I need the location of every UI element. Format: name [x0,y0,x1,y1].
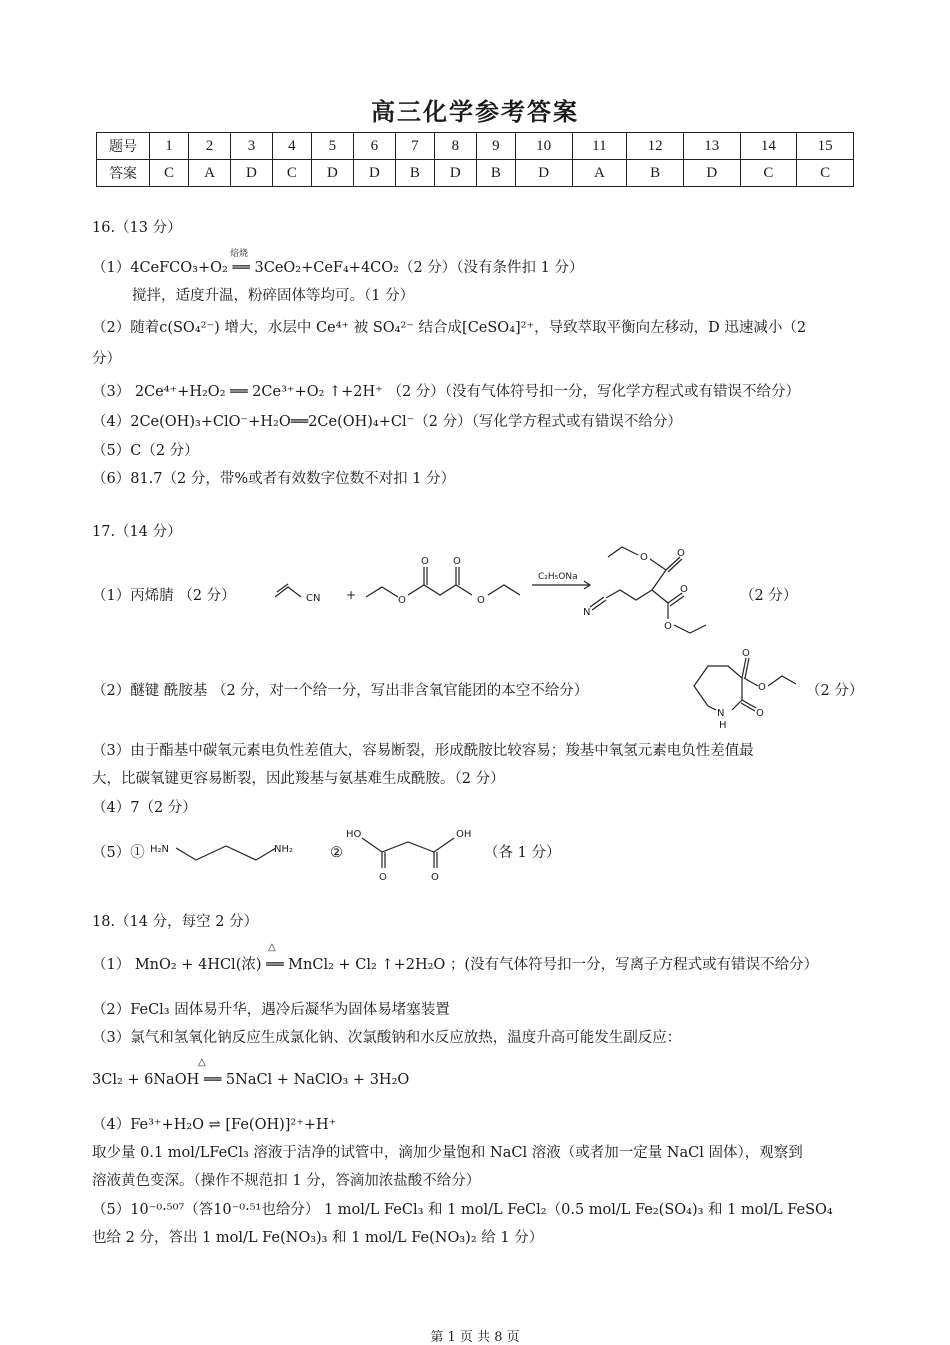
ethyl-group [768,676,796,686]
q16-part4: （4）2Ce(OH)₃+ClO⁻+H₂O══2Ce(OH)₄+Cl⁻（2 分）（写化学方程式或有错误不给分） [92,414,682,430]
answer-header: 答案 [97,160,150,187]
q16-part5: （5）C（2 分） [92,443,199,459]
q17-part3: （3）由于酯基中碳氧元素电负性差值大，容易断裂，形成酰胺比较容易；羧基中氧氢元素电负性差值最 [92,743,754,759]
answer-table-number-row [97,133,854,160]
q18-part3: （3）氯气和氢氧化钠反应生成氯化钠、次氯酸钠和水反应放热，温度升高可能发生副反应： [92,1030,682,1046]
q17-part4: （4）7（2 分） [92,800,197,816]
product-ester-o2: O [664,621,672,632]
ring-hydrogen: H [719,720,727,731]
q17-part5-score: （各 1 分） [484,845,561,861]
answer-cell: C [797,160,854,187]
ring-carbons [694,666,742,706]
acrylonitrile-skeleton [275,587,301,597]
ester-oxygen: O [758,682,766,693]
question-number-cell: 1 [150,133,189,160]
product-chain [606,590,652,600]
product-carbonyl-o1: O [677,548,685,559]
q16-part6: （6）81.7（2 分，带%或者有效数字位数不对扣 1 分） [92,471,456,487]
q17-part5-structures [150,820,540,885]
product-ester-o1: O [640,552,648,563]
q16-part1-note: 搅拌，适度升温，粉碎固体等均可。（1 分） [132,288,415,304]
ester-carbonyl-oxygen: O [742,648,750,659]
answer-cell: D [683,160,740,187]
question-number-cell: 15 [797,133,854,160]
acid-oh: OH [456,829,472,840]
question-number-cell: 4 [272,133,311,160]
q16-part2: （2）随着c(SO₄²⁻) 增大，水层中 Ce⁴⁺ 被 SO₄²⁻ 结合成[CeSO₄]²⁺，导致萃取平衡向左移动，D 迅速减小（2 [92,320,807,336]
q17-part2-score: （2 分） [806,683,864,699]
diamine-nh2: NH₂ [274,844,294,855]
q17-part5-label: （5）① [92,845,145,861]
q18-part5: （5）10⁻⁰·⁵⁰⁷（答10⁻⁰·⁵¹也给分） 1 mol/L FeCl₃ 和 1 mol/L FeCl₂（0.5 mol/L Fe₂(SO₄)₃ 和 1 mol/L FeSO₄ [92,1202,833,1218]
answer-cell: D [515,160,572,187]
plus-sign: + [346,588,357,602]
ring-nitrogen: N [717,708,725,719]
q17-header: 17.（14 分） [92,524,182,540]
nitrile-n: N [583,607,591,618]
malonate-ethyl-left [366,587,398,597]
product-carbonyl-o2: O [680,584,688,595]
q16-header: 16.（13 分） [92,220,182,236]
answer-table-answer-row [97,160,854,187]
page-title: 高三化学参考答案 [371,97,579,126]
question-number-cell: 6 [353,133,395,160]
question-number-cell: 9 [476,133,515,160]
propane-chain [176,846,276,860]
carbonyl-oxygen-1: O [421,556,429,567]
answer-cell: A [189,160,231,187]
q16-part3: （3） 2Ce⁴⁺+H₂O₂ ══ 2Ce³⁺+O₂ ↑+2H⁺ （2 分）（没有气体符号扣一分，写化学方程式或有错误不给分） [92,384,801,400]
carbonyl-oxygen-2: O [453,556,461,567]
q18-part5-cont: 也给 2 分，答出 1 mol/L Fe(NO₃)₃ 和 1 mol/L Fe(NO₃)₂ 给 1 分） [92,1230,544,1246]
q17-part1-text: （1）丙烯腈 （2 分） [92,588,236,604]
q18-header: 18.（14 分，每空 2 分） [92,914,259,930]
answer-table [96,132,854,187]
answer-cell: D [353,160,395,187]
question-number-cell: 5 [311,133,353,160]
answer-cell: B [627,160,684,187]
malonate-ethyl-right [488,585,520,595]
question-number-cell: 2 [189,133,231,160]
answer-cell: B [395,160,434,187]
page-footer: 第 1 页 共 8 页 [430,1330,520,1345]
q17-piperidinone-structure [688,648,808,736]
answer-cell: C [272,160,311,187]
q16-part1 [92,258,584,278]
ester-oxygen-1: O [398,595,406,606]
q17-reaction-scheme [270,545,810,645]
question-number-cell: 8 [434,133,476,160]
lactam-oxygen: O [756,708,764,719]
q18-part4-method: 取少量 0.1 mol/LFeCl₃ 溶液于洁净的试管中，滴加少量饱和 NaCl 溶液（或者加一定量 NaCl 固体），观察到 [92,1145,803,1161]
q17-part2-text: （2）醚键 酰胺基 （2 分，对一个给一分，写出非含氧官能团的本空不给分） [92,683,589,699]
answer-cell: C [740,160,797,187]
q16-part1-condition: 焙烧 [230,249,249,259]
diamine-h2n: H₂N [150,844,170,855]
acid-ho: HO [346,829,362,840]
ester-oxygen-2: O [477,595,485,606]
question-number-cell: 14 [740,133,797,160]
q18-part2: （2）FeCl₃ 固体易升华，遇冷后凝华为固体易堵塞装置 [92,1002,450,1018]
question-number-cell: 10 [515,133,572,160]
acid-oxygen-2: O [431,872,439,883]
question-number-cell: 13 [683,133,740,160]
cyano-label: CN [306,593,321,604]
question-number-cell: 7 [395,133,434,160]
question-number-cell: 3 [230,133,272,160]
q17-part1-score: （2 分） [740,588,798,604]
q17-part3-cont: 大，比碳氧键更容易断裂，因此羧基与氨基难生成酰胺。（2 分） [92,771,505,787]
acid-oxygen-1: O [379,872,387,883]
question-number-header: 题号 [97,133,150,160]
q18-part3-equation: 3Cl₂ + 6NaOH ══ 5NaCl + NaClO₃ + 3H₂O [92,1072,410,1088]
answer-cell: D [434,160,476,187]
q16-part2-cont: 分） [92,351,121,367]
q18-part3-condition: △ [198,1057,206,1068]
q18-part4: （4）Fe³⁺+H₂O ⇌ [Fe(OH)]²⁺+H⁺ [92,1117,337,1133]
q18-part4-result: 溶液黄色变深。（操作不规范扣 1 分，答滴加浓盐酸不给分） [92,1173,481,1189]
answer-cell: D [311,160,353,187]
answer-cell: C [150,160,189,187]
malonic-chain [362,838,454,852]
answer-cell: D [230,160,272,187]
question-number-cell: 12 [627,133,684,160]
answer-cell: A [572,160,627,187]
q18-part1: （1） MnO₂ + 4HCl(浓) ══ MnCl₂ + Cl₂ ↑+2H₂O ；(没有气体符号扣一分，写离子方程式或有错误不给分） [92,957,819,973]
q18-part1-condition: △ [268,942,276,953]
answer-cell: B [476,160,515,187]
malonate-chain [408,585,472,595]
question-number-cell: 11 [572,133,627,160]
q17-part5-second: ② [330,845,343,861]
q16-part1-text: （1）4CeFCO₃+O₂ ══ 3CeO₂+CeF₄+4CO₂（2 分）（没有条件扣 1 分） [92,260,584,276]
reagent-label: C₂H₅ONa [538,572,578,582]
